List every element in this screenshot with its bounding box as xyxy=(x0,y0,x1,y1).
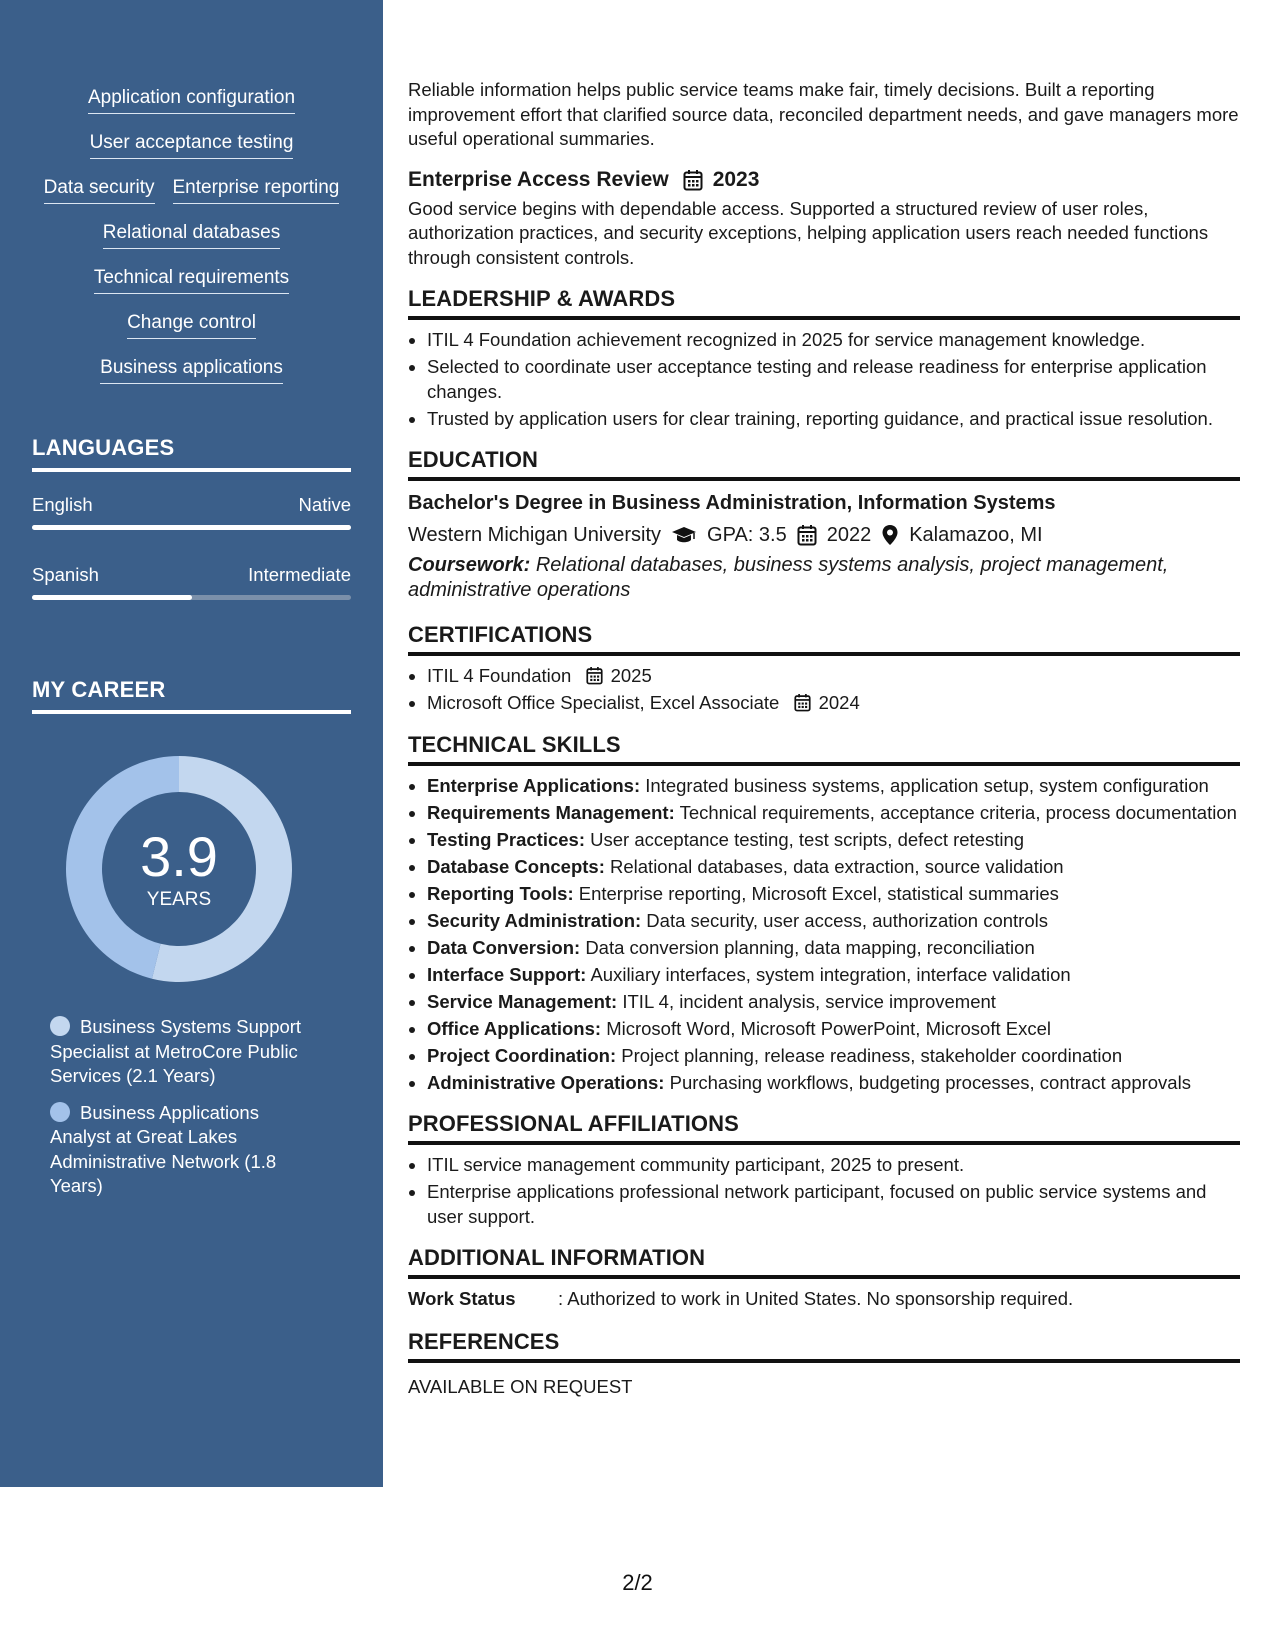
skill-category-label: Requirements Management: xyxy=(427,801,675,823)
skill-tag: Data security xyxy=(44,176,155,204)
skill-row xyxy=(0,131,383,176)
list-item xyxy=(427,990,1240,1015)
language-level-bar xyxy=(32,525,351,530)
career-total-unit: YEARS xyxy=(146,889,212,910)
skill-category-value: Technical requirements, acceptance criteria, process documentation xyxy=(679,801,1237,823)
list-item xyxy=(427,1017,1240,1042)
list-item xyxy=(427,664,1240,689)
skill-tag: User acceptance testing xyxy=(90,131,294,159)
location-pin-icon xyxy=(881,524,899,546)
project-title: Enterprise Access Review xyxy=(408,167,669,191)
list-item xyxy=(427,691,1240,716)
skill-category-value: Data security, user access, authorization controls xyxy=(646,909,1048,931)
list-item xyxy=(427,855,1240,880)
skill-category-label: Service Management: xyxy=(427,990,618,1012)
certification-name: Microsoft Office Specialist, Excel Associate xyxy=(427,692,780,713)
additional-info-heading: ADDITIONAL INFORMATION xyxy=(408,1245,1240,1279)
calendar-icon xyxy=(794,693,811,712)
sidebar xyxy=(0,0,383,1487)
list-item xyxy=(427,936,1240,961)
list-item xyxy=(427,774,1240,799)
skill-category-value: Integrated business systems, application setup, system configuration xyxy=(645,774,1209,796)
language-name: Spanish xyxy=(32,564,99,585)
skill-row xyxy=(0,311,383,356)
education-year: 2022 xyxy=(826,524,872,546)
list-item: • Trusted by application users for clear training, reporting guidance, and practical issue resolution. xyxy=(427,407,1240,432)
calendar-icon xyxy=(683,169,703,191)
certification-year: 2024 xyxy=(818,692,860,713)
education-location: Kalamazoo, MI xyxy=(909,524,1043,546)
main-content xyxy=(408,78,1240,1399)
affiliations-list xyxy=(408,1153,1240,1229)
skill-category-label: Project Coordination: xyxy=(427,1044,617,1066)
language-level: Intermediate xyxy=(248,564,351,585)
skill-category-value: Purchasing workflows, budgeting processes, contract approvals xyxy=(669,1071,1191,1093)
skill-tag: Technical requirements xyxy=(94,266,289,294)
skill-category-value: User acceptance testing, test scripts, defect retesting xyxy=(590,828,1025,850)
skill-category-label: Enterprise Applications: xyxy=(427,774,641,796)
graduation-cap-icon xyxy=(671,525,697,545)
language-level-bar xyxy=(32,595,351,600)
page-number: 2/2 xyxy=(622,1570,653,1595)
skill-category-value: Auxiliary interfaces, system integration, interface validation xyxy=(590,963,1071,985)
skill-category-value: Project planning, release readiness, stakeholder coordination xyxy=(621,1044,1123,1066)
skill-tag: Change control xyxy=(127,311,256,339)
education-meta xyxy=(408,521,1240,549)
references-heading: REFERENCES xyxy=(408,1329,1240,1363)
skills-tag-cloud xyxy=(0,86,383,401)
career-heading: MY CAREER xyxy=(32,677,351,714)
list-item xyxy=(427,1044,1240,1069)
work-status-label: Work Status xyxy=(408,1288,516,1309)
skill-category-label: Security Administration: xyxy=(427,909,642,931)
work-status-value: : Authorized to work in United States. No sponsorship required. xyxy=(558,1288,1074,1309)
coursework-label: Coursework: xyxy=(408,554,531,576)
language-name: English xyxy=(32,494,93,515)
list-item xyxy=(427,801,1240,826)
career-item-text: Business Systems Support Specialist at MetroCore Public Services (2.1 Years) xyxy=(50,1016,302,1086)
legend-dot-icon xyxy=(50,1016,70,1036)
education-coursework xyxy=(408,553,1240,602)
certification-year: 2025 xyxy=(610,665,652,686)
education-heading: EDUCATION xyxy=(408,447,1240,481)
leadership-list xyxy=(408,328,1240,431)
skill-category-label: Testing Practices: xyxy=(427,828,585,850)
language-level: Native xyxy=(298,494,351,515)
career-item xyxy=(50,1101,320,1199)
list-item: • ITIL 4 Foundation achievement recognized in 2025 for service management knowledge. xyxy=(427,328,1240,353)
list-item: • Enterprise applications professional network participant, focused on public service systems and user support. xyxy=(427,1180,1240,1229)
coursework-text: Relational databases, business systems analysis, project management, administrative operations xyxy=(408,554,1169,601)
career-total-years: 3.9 xyxy=(140,825,218,888)
career-item xyxy=(50,1015,320,1089)
project-title-row xyxy=(408,166,1240,194)
skill-row xyxy=(0,221,383,266)
skill-row xyxy=(0,86,383,131)
calendar-icon xyxy=(797,524,817,546)
list-item: • ITIL service management community participant, 2025 to present. xyxy=(427,1153,1240,1178)
career-legend xyxy=(50,1015,320,1211)
skill-category-value: ITIL 4, incident analysis, service improvement xyxy=(622,990,996,1012)
skill-tag: Business applications xyxy=(100,356,283,384)
list-item: • Selected to coordinate user acceptance testing and release readiness for enterprise application changes. xyxy=(427,355,1240,404)
skill-category-value: Microsoft Word, Microsoft PowerPoint, Microsoft Excel xyxy=(606,1017,1052,1039)
skill-category-label: Data Conversion: xyxy=(427,936,581,958)
project-description: Good service begins with dependable access. Supported a structured review of user roles, authorization practices, and security exceptions, helping application users reach needed functions through consistent controls. xyxy=(408,197,1209,268)
skill-row xyxy=(0,356,383,401)
certifications-list xyxy=(408,664,1240,716)
career-donut-chart xyxy=(66,756,292,982)
list-item xyxy=(427,882,1240,907)
education-school: Western Michigan University xyxy=(408,524,662,546)
technical-skills-list xyxy=(408,774,1240,1096)
skill-category-value: Relational databases, data extraction, source validation xyxy=(610,855,1064,877)
leadership-heading: LEADERSHIP & AWARDS xyxy=(408,286,1240,320)
languages-heading: LANGUAGES xyxy=(32,435,351,472)
skill-tag: Enterprise reporting xyxy=(173,176,340,204)
list-item xyxy=(427,909,1240,934)
references-text: AVAILABLE ON REQUEST xyxy=(408,1376,633,1397)
work-status-row xyxy=(408,1287,1240,1311)
career-item-text: Business Applications Analyst at Great Lakes Administrative Network (1.8 Years) xyxy=(50,1101,277,1196)
education-degree: Bachelor's Degree in Business Administration, Information Systems xyxy=(408,492,1056,514)
education-gpa: GPA: 3.5 xyxy=(707,524,787,546)
skill-tag: Relational databases xyxy=(103,221,280,249)
skill-row xyxy=(0,176,383,221)
certifications-heading: CERTIFICATIONS xyxy=(408,622,1240,656)
skill-category-label: Reporting Tools: xyxy=(427,882,574,904)
certification-name: ITIL 4 Foundation xyxy=(427,665,572,686)
calendar-icon xyxy=(586,666,603,685)
skill-category-value: Enterprise reporting, Microsoft Excel, statistical summaries xyxy=(578,882,1059,904)
skill-row xyxy=(0,266,383,311)
list-item xyxy=(427,828,1240,853)
skill-tag: Application configuration xyxy=(88,86,295,114)
list-item xyxy=(427,963,1240,988)
language-spanish xyxy=(32,564,351,600)
language-english xyxy=(32,494,351,530)
skill-category-label: Database Concepts: xyxy=(427,855,605,877)
technical-skills-heading: TECHNICAL SKILLS xyxy=(408,732,1240,766)
list-item xyxy=(427,1071,1240,1096)
legend-dot-icon xyxy=(50,1102,70,1122)
skill-category-label: Office Applications: xyxy=(427,1017,602,1039)
skill-category-label: Interface Support: xyxy=(427,963,587,985)
project-year: 2023 xyxy=(712,167,760,191)
skill-category-value: Data conversion planning, data mapping, reconciliation xyxy=(585,936,1035,958)
affiliations-heading: PROFESSIONAL AFFILIATIONS xyxy=(408,1111,1240,1145)
skill-category-label: Administrative Operations: xyxy=(427,1071,665,1093)
project-intro-paragraph: Reliable information helps public service teams make fair, timely decisions. Built a reporting improvement effort that clarified source data, reconciled department needs, and gave managers more useful operational summaries. xyxy=(408,79,1239,149)
